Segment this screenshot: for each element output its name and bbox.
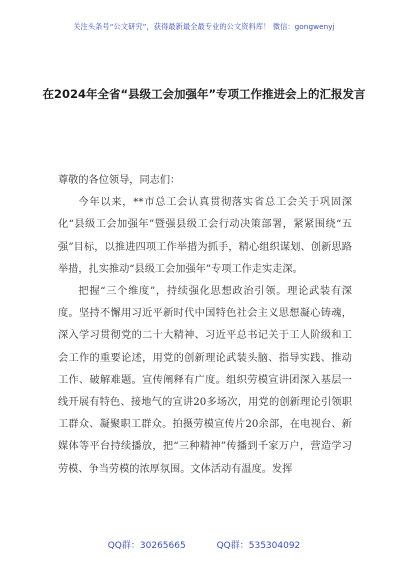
footer-qq-group-2: QQ群：535304092 (216, 541, 301, 551)
salutation: 尊敬的各位领导，同志们： (58, 175, 181, 186)
paragraph-1: 今年以来，**市总工会认真贯彻落实省总工会关于巩固深化“县级工会加强年”暨强县级工会行动决策部署，紧紧围绕“五强”目标，以推进四项工作举措为抓手，精心组织谋划、创新思路举措，扎实推动“县级工会加强年”专项工作走实走深。 (58, 197, 352, 275)
paragraph-2: 把握“三个维度”，持续强化思想政治引领。理论武装有深度。坚持不懈用习近平新时代中国特色社会主义思想凝心铸魂，深入学习贯彻党的二十大精神、习近平总书记关于工人阶级和工会工作的重要论述，用党的创新理论武装头脑、指导实践、推动工作、破解难题。宣传阐释有广度。组织劳模宣讲团深入基层一线开展有特色、接地气的宣讲20多场次，用党的创新理论引领职工群众、凝聚职工群众。拍摄劳模宣传片20余部，在电视台、新媒体等平台持续播放，把“三种精神”传播到千家万户，营造学习劳模、争当劳模的浓厚氛围。文体活动有温度。发挥 (58, 286, 352, 475)
document-body (58, 170, 352, 481)
footer-qq-group-1: QQ群：30265665 (107, 541, 186, 551)
footer-contacts (0, 538, 408, 551)
header-banner: 关注头条号“公文研究”，获得最新最全最专业的公文资料库！ 微信：gongwenyj (73, 22, 335, 31)
document-title: 在2024年全省“县级工会加强年”专项工作推进会上的汇报发言 (42, 87, 366, 101)
